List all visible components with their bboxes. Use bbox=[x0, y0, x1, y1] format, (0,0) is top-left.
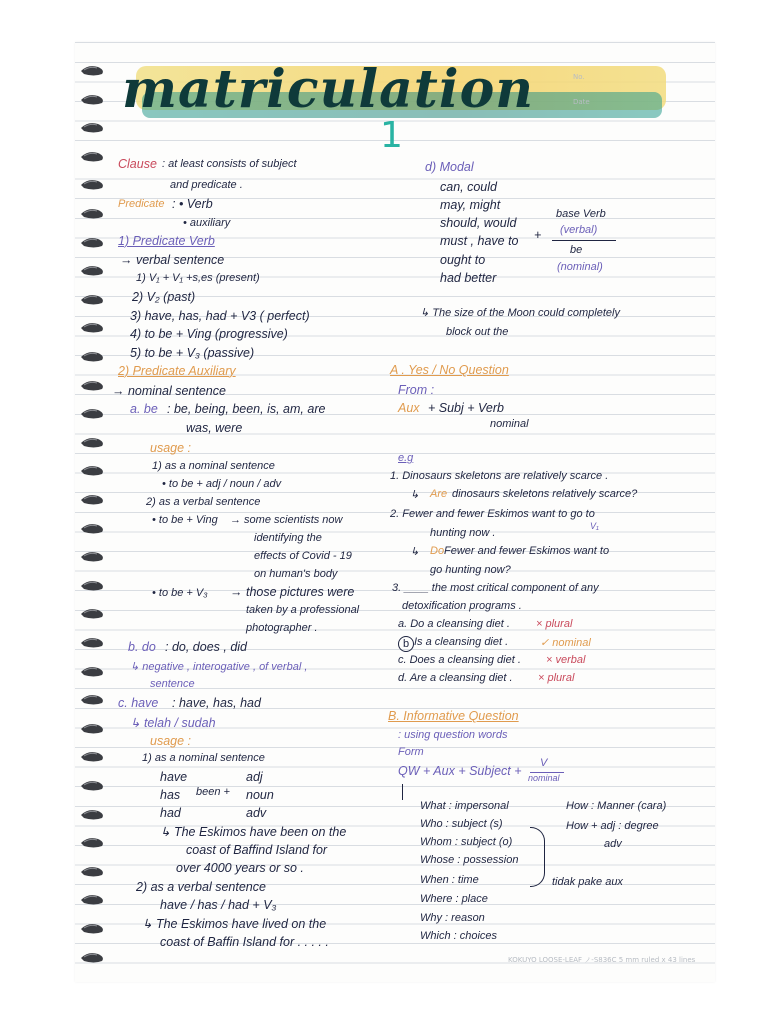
binding-ring bbox=[80, 93, 106, 106]
note-line: ↳ telah / sudah bbox=[130, 716, 216, 730]
note-line: dinosaurs skeletons relatively scarce? bbox=[452, 488, 638, 500]
note-line: Whom : subject (o) bbox=[420, 836, 513, 848]
note-line: → those pictures were bbox=[230, 585, 355, 599]
note-line: ↳ bbox=[410, 546, 420, 558]
divider bbox=[552, 240, 616, 241]
note-line: Predicate bbox=[118, 198, 165, 210]
note-line: usage : bbox=[150, 441, 192, 455]
note-line: was, were bbox=[186, 421, 243, 435]
note-line: 4) to be + Ving (progressive) bbox=[130, 327, 288, 341]
binding-ring bbox=[80, 522, 106, 535]
binding-ring bbox=[80, 750, 106, 763]
note-line: V₁ bbox=[590, 521, 599, 531]
binding-ring bbox=[80, 722, 106, 735]
note-line: be bbox=[570, 244, 583, 256]
binding-ring bbox=[80, 893, 106, 906]
note-line: QW + Aux + Subject + bbox=[398, 764, 522, 778]
paper-footer: KOKUYO LOOSE-LEAF ノ-S836C 5 mm ruled x 43 lines bbox=[508, 956, 696, 964]
note-line: noun bbox=[246, 788, 274, 802]
binding-ring bbox=[80, 779, 106, 792]
note-line: 1) V₁ + V₁ +s,es (present) bbox=[136, 272, 260, 284]
binding-ring bbox=[80, 636, 106, 649]
binding-ring bbox=[80, 150, 106, 163]
note-line: (verbal) bbox=[560, 224, 598, 236]
note-line: 2) as a verbal sentence bbox=[146, 496, 261, 508]
note-line: : be, being, been, is, am, are bbox=[167, 402, 326, 416]
note-line: : at least consists of subject bbox=[162, 158, 297, 170]
note-line: Clause bbox=[118, 157, 157, 171]
binding-ring bbox=[80, 579, 106, 592]
note-line: → some scientists now bbox=[230, 514, 343, 526]
binding-ring bbox=[80, 379, 106, 392]
note-line: adv bbox=[604, 838, 622, 850]
note-line: + Subj + Verb bbox=[428, 401, 504, 415]
binding-ring bbox=[80, 836, 106, 849]
note-line: 2) Predicate Auxiliary bbox=[118, 364, 236, 378]
note-line: • auxiliary bbox=[183, 217, 231, 229]
selected-answer-circle: b bbox=[398, 636, 414, 652]
note-line: From : bbox=[398, 383, 435, 397]
note-line: Do bbox=[430, 545, 445, 557]
binding-ring bbox=[80, 607, 106, 620]
binding-ring bbox=[80, 922, 106, 935]
note-line: : have, has, had bbox=[172, 696, 261, 710]
binding-ring bbox=[80, 207, 106, 220]
note-line: 3) have, has, had + V3 ( perfect) bbox=[130, 309, 310, 323]
note-line: taken by a professional bbox=[246, 604, 360, 616]
note-line: Aux bbox=[398, 401, 420, 415]
note-line: been + bbox=[196, 786, 230, 798]
note-line: photographer . bbox=[246, 622, 318, 634]
note-line: base Verb bbox=[556, 208, 606, 220]
note-line: 3. ____ the most critical component of any bbox=[392, 582, 599, 594]
note-line: 1) as a nominal sentence bbox=[142, 752, 265, 764]
note-line: How + adj : degree bbox=[566, 820, 659, 832]
binding-ring bbox=[80, 464, 106, 477]
note-line: have / has / had + V₃ bbox=[160, 898, 277, 912]
note-line: and predicate . bbox=[170, 179, 243, 191]
note-line: had better bbox=[440, 271, 497, 285]
page-title: matriculation bbox=[122, 59, 535, 120]
connector-line bbox=[402, 784, 403, 800]
note-line: c. have bbox=[118, 696, 159, 710]
binding-ring bbox=[80, 121, 106, 134]
note-line: d) Modal bbox=[425, 160, 474, 174]
note-line: : do, does , did bbox=[165, 640, 248, 654]
note-line: adj bbox=[246, 770, 263, 784]
note-line: ↳ The Eskimos have been on the bbox=[160, 825, 347, 839]
note-line: • to be + adj / noun / adv bbox=[162, 478, 282, 490]
note-line: had bbox=[160, 806, 181, 820]
note-line: identifying the bbox=[254, 532, 322, 544]
binding-ring bbox=[80, 236, 106, 249]
note-line: • to be + V₃ bbox=[152, 587, 208, 599]
note-line: Form bbox=[398, 746, 424, 758]
note-line: (nominal) bbox=[557, 261, 603, 273]
note-line: b. do bbox=[128, 640, 156, 654]
note-line: can, could bbox=[440, 180, 497, 194]
note-line: Are bbox=[430, 488, 448, 500]
note-line: Who : subject (s) bbox=[420, 818, 503, 830]
note-line: have bbox=[160, 770, 188, 784]
note-line: Fewer and fewer Eskimos want to bbox=[444, 545, 610, 557]
note-line: 2. Fewer and fewer Eskimos want to go to bbox=[390, 508, 595, 520]
note-line: tidak pake aux bbox=[552, 876, 623, 888]
note-line: ↳ bbox=[410, 489, 420, 501]
note-line: adv bbox=[246, 806, 267, 820]
binding-ring bbox=[80, 64, 106, 77]
binding-ring bbox=[80, 665, 106, 678]
note-line: : • Verb bbox=[172, 197, 213, 211]
paper-number-tag: No. bbox=[573, 73, 585, 81]
binding-ring bbox=[80, 493, 106, 506]
note-line: coast of Baffin Island for . . . . . bbox=[160, 935, 329, 949]
note-line: must , have to bbox=[440, 234, 519, 248]
note-line: coast of Baffind Island for bbox=[186, 843, 328, 857]
note-line: over 4000 years or so . bbox=[176, 861, 304, 875]
note-line: × verbal bbox=[546, 654, 586, 666]
paper-date-tag: Date bbox=[573, 98, 590, 106]
note-line: : using question words bbox=[398, 729, 508, 741]
note-line: a. Do a cleansing diet . bbox=[398, 618, 510, 630]
note-line: d. Are a cleansing diet . bbox=[398, 672, 513, 684]
note-line: × plural bbox=[536, 618, 573, 630]
note-line: × plural bbox=[538, 672, 575, 684]
note-line: Why : reason bbox=[420, 912, 485, 924]
note-line: c. Does a cleansing diet . bbox=[398, 654, 521, 666]
note-line: Where : place bbox=[420, 893, 488, 905]
note-line: → nominal sentence bbox=[112, 384, 226, 398]
note-line: ↳ The size of the Moon could completely bbox=[420, 307, 620, 319]
note-line: V bbox=[540, 757, 548, 769]
note-line: 1. Dinosaurs skeletons are relatively scarce . bbox=[390, 470, 609, 482]
note-line: usage : bbox=[150, 734, 192, 748]
note-line: • to be + Ving bbox=[152, 514, 218, 526]
note-line bbox=[398, 636, 414, 652]
note-line: B. Informative Question bbox=[388, 709, 519, 723]
note-line: 2) V₂ (past) bbox=[132, 290, 196, 304]
note-line: effects of Covid - 19 bbox=[254, 550, 352, 562]
note-line: 2) as a verbal sentence bbox=[136, 880, 266, 894]
note-line: Is a cleansing diet . bbox=[414, 636, 509, 648]
binding-ring bbox=[80, 178, 106, 191]
binding-ring bbox=[80, 407, 106, 420]
page-number: 1 bbox=[380, 115, 403, 156]
binding-ring bbox=[80, 293, 106, 306]
note-line: 1) Predicate Verb bbox=[118, 234, 215, 248]
brace-mark bbox=[530, 827, 545, 887]
binding-ring bbox=[80, 951, 106, 964]
note-line: ✓ nominal bbox=[540, 637, 591, 649]
note-line: → verbal sentence bbox=[120, 253, 225, 267]
note-line: nominal bbox=[528, 773, 560, 783]
note-line: ↳ The Eskimos have lived on the bbox=[142, 917, 327, 931]
note-line: a. be bbox=[130, 402, 158, 416]
note-line: 5) to be + V₃ (passive) bbox=[130, 346, 255, 360]
note-line: has bbox=[160, 788, 181, 802]
binding-ring bbox=[80, 436, 106, 449]
binding-ring bbox=[80, 350, 106, 363]
note-line: ↳ negative , interogative , of verbal , bbox=[130, 661, 308, 673]
binding-ring bbox=[80, 264, 106, 277]
binding-ring bbox=[80, 550, 106, 563]
note-line: How : Manner (cara) bbox=[566, 800, 667, 812]
note-line: on human's body bbox=[254, 568, 338, 580]
note-line: When : time bbox=[420, 874, 479, 886]
note-line: 1) as a nominal sentence bbox=[152, 460, 275, 472]
note-line: sentence bbox=[150, 678, 195, 690]
note-line: go hunting now? bbox=[430, 564, 511, 576]
binding-ring bbox=[80, 865, 106, 878]
note-line: What : impersonal bbox=[420, 800, 509, 812]
note-line: block out the bbox=[446, 326, 509, 338]
note-line: detoxification programs . bbox=[402, 600, 522, 612]
note-line: A . Yes / No Question bbox=[390, 363, 509, 377]
note-line: e.g bbox=[398, 452, 414, 464]
binding-ring bbox=[80, 808, 106, 821]
binding-ring bbox=[80, 321, 106, 334]
binding-ring bbox=[80, 693, 106, 706]
note-line: nominal bbox=[490, 418, 529, 430]
note-line: hunting now . bbox=[430, 527, 496, 539]
note-line: Whose : possession bbox=[420, 854, 519, 866]
note-line: ought to bbox=[440, 253, 486, 267]
note-line: may, might bbox=[440, 198, 501, 212]
note-line: Which : choices bbox=[420, 930, 498, 942]
note-line: + bbox=[534, 228, 542, 242]
note-line: should, would bbox=[440, 216, 517, 230]
